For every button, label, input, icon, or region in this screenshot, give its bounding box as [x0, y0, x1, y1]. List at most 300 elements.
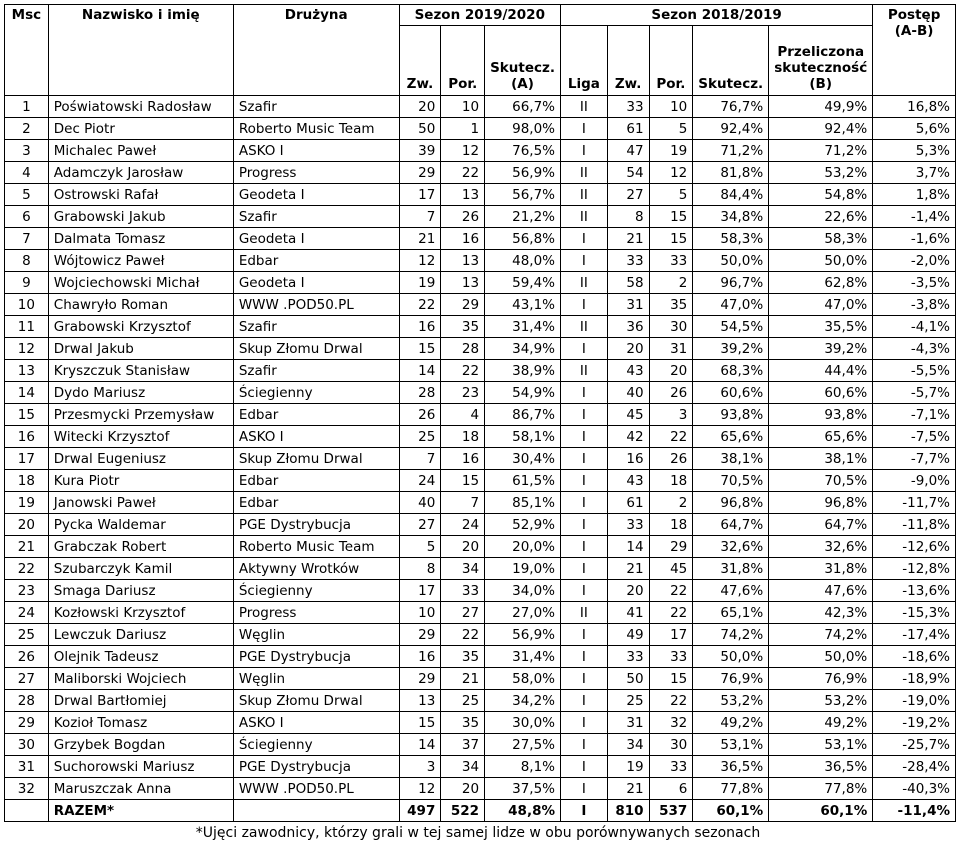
- cell-zw-a: 27: [399, 514, 441, 536]
- cell-name: Dec Piotr: [48, 118, 233, 140]
- cell-team: Edbar: [233, 250, 399, 272]
- cell-zw-b: 40: [607, 382, 649, 404]
- cell-name: Kozioł Tomasz: [48, 712, 233, 734]
- cell-skut-a: 48,8%: [485, 800, 561, 822]
- cell-por-b: 3: [649, 404, 693, 426]
- cell-por-a: 35: [441, 316, 485, 338]
- cell-zw-a: 5: [399, 536, 441, 558]
- table-row: [5, 580, 956, 602]
- cell-zw-b: 45: [607, 404, 649, 426]
- cell-zw-a: 29: [399, 668, 441, 690]
- cell-liga: I: [561, 470, 608, 492]
- cell-por-a: 34: [441, 558, 485, 580]
- cell-skut-a: 86,7%: [485, 404, 561, 426]
- cell-skut-a: 38,9%: [485, 360, 561, 382]
- cell-team: Progress: [233, 602, 399, 624]
- cell-skut-a: 56,9%: [485, 624, 561, 646]
- header-por-a: Por.: [441, 26, 485, 96]
- cell-liga: I: [561, 404, 608, 426]
- header-por-b: Por.: [649, 26, 693, 96]
- cell-zw-a: 24: [399, 470, 441, 492]
- cell-name: Ostrowski Rafał: [48, 184, 233, 206]
- cell-postep: -5,7%: [873, 382, 956, 404]
- cell-postep: -1,4%: [873, 206, 956, 228]
- table-row: [5, 536, 956, 558]
- cell-przeliczona: 96,8%: [769, 492, 873, 514]
- cell-por-b: 15: [649, 206, 693, 228]
- cell-skut-b: 92,4%: [693, 118, 769, 140]
- cell-por-a: 522: [441, 800, 485, 822]
- cell-team: Ściegienny: [233, 580, 399, 602]
- cell-przeliczona: 53,2%: [769, 690, 873, 712]
- cell-skut-a: 56,7%: [485, 184, 561, 206]
- cell-msc: 10: [5, 294, 49, 316]
- cell-skut-a: 30,4%: [485, 448, 561, 470]
- cell-zw-b: 8: [607, 206, 649, 228]
- cell-zw-b: 42: [607, 426, 649, 448]
- cell-liga: I: [561, 800, 608, 822]
- cell-liga: I: [561, 448, 608, 470]
- cell-skut-b: 76,9%: [693, 668, 769, 690]
- cell-zw-b: 43: [607, 360, 649, 382]
- cell-zw-a: 16: [399, 316, 441, 338]
- cell-por-b: 30: [649, 316, 693, 338]
- cell-skut-b: 71,2%: [693, 140, 769, 162]
- cell-zw-a: 15: [399, 338, 441, 360]
- cell-skut-a: 27,0%: [485, 602, 561, 624]
- cell-postep: -7,5%: [873, 426, 956, 448]
- cell-por-a: 23: [441, 382, 485, 404]
- table-row: [5, 338, 956, 360]
- table-row: [5, 162, 956, 184]
- cell-przeliczona: 44,4%: [769, 360, 873, 382]
- cell-por-b: 33: [649, 756, 693, 778]
- cell-team: Geodeta I: [233, 272, 399, 294]
- cell-skut-a: 34,0%: [485, 580, 561, 602]
- cell-por-b: 12: [649, 162, 693, 184]
- cell-zw-a: 14: [399, 734, 441, 756]
- cell-przeliczona: 38,1%: [769, 448, 873, 470]
- table-row: [5, 646, 956, 668]
- header-progress-line2: (A-B): [894, 23, 934, 39]
- table-row: [5, 404, 956, 426]
- cell-team: Szafir: [233, 206, 399, 228]
- cell-skut-b: 36,5%: [693, 756, 769, 778]
- cell-por-b: 18: [649, 470, 693, 492]
- cell-przeliczona: 71,2%: [769, 140, 873, 162]
- cell-przeliczona: 77,8%: [769, 778, 873, 800]
- cell-msc: 3: [5, 140, 49, 162]
- cell-zw-a: 8: [399, 558, 441, 580]
- header-season-b: Sezon 2018/2019: [561, 5, 873, 26]
- cell-zw-b: 16: [607, 448, 649, 470]
- cell-msc: 26: [5, 646, 49, 668]
- cell-liga: I: [561, 140, 608, 162]
- table-row: [5, 514, 956, 536]
- cell-przeliczona: 62,8%: [769, 272, 873, 294]
- cell-postep: -5,5%: [873, 360, 956, 382]
- cell-przeliczona: 32,6%: [769, 536, 873, 558]
- cell-liga: I: [561, 118, 608, 140]
- header-team: Drużyna: [233, 5, 399, 96]
- cell-przeliczona: 70,5%: [769, 470, 873, 492]
- cell-team: Aktywny Wrotków: [233, 558, 399, 580]
- cell-liga: I: [561, 690, 608, 712]
- cell-skut-b: 76,7%: [693, 96, 769, 118]
- cell-msc: 22: [5, 558, 49, 580]
- cell-skut-a: 59,4%: [485, 272, 561, 294]
- cell-zw-a: 497: [399, 800, 441, 822]
- cell-por-a: 10: [441, 96, 485, 118]
- cell-skut-a: 52,9%: [485, 514, 561, 536]
- cell-por-a: 37: [441, 734, 485, 756]
- cell-por-b: 2: [649, 272, 693, 294]
- cell-por-b: 20: [649, 360, 693, 382]
- cell-zw-b: 27: [607, 184, 649, 206]
- cell-por-a: 35: [441, 712, 485, 734]
- cell-skut-b: 31,8%: [693, 558, 769, 580]
- cell-zw-b: 810: [607, 800, 649, 822]
- table-row: [5, 690, 956, 712]
- header-progress: [873, 5, 956, 96]
- cell-por-b: 26: [649, 448, 693, 470]
- cell-name: Poświatowski Radosław: [48, 96, 233, 118]
- cell-postep: -25,7%: [873, 734, 956, 756]
- cell-zw-a: 15: [399, 712, 441, 734]
- cell-name: Maliborski Wojciech: [48, 668, 233, 690]
- cell-zw-b: 58: [607, 272, 649, 294]
- cell-msc: 17: [5, 448, 49, 470]
- cell-zw-a: 28: [399, 382, 441, 404]
- table-row: [5, 96, 956, 118]
- cell-msc: 20: [5, 514, 49, 536]
- cell-zw-a: 12: [399, 250, 441, 272]
- cell-przeliczona: 53,1%: [769, 734, 873, 756]
- cell-postep: -11,4%: [873, 800, 956, 822]
- cell-por-b: 5: [649, 184, 693, 206]
- cell-msc: 11: [5, 316, 49, 338]
- cell-team: Skup Złomu Drwal: [233, 448, 399, 470]
- cell-liga: II: [561, 360, 608, 382]
- cell-por-a: 28: [441, 338, 485, 360]
- cell-postep: -4,1%: [873, 316, 956, 338]
- table-row: [5, 382, 956, 404]
- cell-liga: I: [561, 514, 608, 536]
- cell-name: Olejnik Tadeusz: [48, 646, 233, 668]
- table-row: [5, 316, 956, 338]
- cell-msc: 24: [5, 602, 49, 624]
- cell-skut-b: 65,1%: [693, 602, 769, 624]
- cell-skut-b: 39,2%: [693, 338, 769, 360]
- cell-liga: I: [561, 558, 608, 580]
- cell-skut-a: 20,0%: [485, 536, 561, 558]
- cell-msc: 32: [5, 778, 49, 800]
- cell-por-b: 35: [649, 294, 693, 316]
- cell-por-a: 4: [441, 404, 485, 426]
- header-progress-line1: Postęp: [887, 7, 941, 23]
- cell-msc: 12: [5, 338, 49, 360]
- cell-skut-b: 60,6%: [693, 382, 769, 404]
- cell-zw-b: 14: [607, 536, 649, 558]
- table-row: [5, 734, 956, 756]
- cell-przeliczona: 49,2%: [769, 712, 873, 734]
- cell-name: Kozłowski Krzysztof: [48, 602, 233, 624]
- cell-przeliczona: 50,0%: [769, 250, 873, 272]
- header-msc: Msc: [5, 5, 49, 96]
- cell-zw-a: 20: [399, 96, 441, 118]
- cell-liga: I: [561, 778, 608, 800]
- cell-przeliczona: 64,7%: [769, 514, 873, 536]
- cell-por-b: 30: [649, 734, 693, 756]
- table-row: [5, 558, 956, 580]
- cell-skut-a: 34,2%: [485, 690, 561, 712]
- cell-liga: I: [561, 756, 608, 778]
- cell-msc: 27: [5, 668, 49, 690]
- cell-por-a: 20: [441, 778, 485, 800]
- cell-por-b: 5: [649, 118, 693, 140]
- cell-skut-a: 56,8%: [485, 228, 561, 250]
- cell-por-b: 18: [649, 514, 693, 536]
- table-row: [5, 756, 956, 778]
- cell-przeliczona: 76,9%: [769, 668, 873, 690]
- cell-przeliczona: 58,3%: [769, 228, 873, 250]
- cell-name: Suchorowski Mariusz: [48, 756, 233, 778]
- cell-zw-a: 17: [399, 580, 441, 602]
- cell-por-a: 7: [441, 492, 485, 514]
- header-row-top: [5, 5, 956, 26]
- cell-name: Drwal Jakub: [48, 338, 233, 360]
- cell-zw-b: 33: [607, 646, 649, 668]
- table-row: [5, 184, 956, 206]
- table-row: [5, 272, 956, 294]
- cell-skut-a: 54,9%: [485, 382, 561, 404]
- header-przeliczona: [769, 26, 873, 96]
- table-row: [5, 712, 956, 734]
- table-row: [5, 250, 956, 272]
- header-zw-a: Zw.: [399, 26, 441, 96]
- cell-skut-a: 21,2%: [485, 206, 561, 228]
- cell-msc: 2: [5, 118, 49, 140]
- cell-zw-b: 43: [607, 470, 649, 492]
- cell-zw-a: 7: [399, 206, 441, 228]
- cell-liga: I: [561, 228, 608, 250]
- cell-name: Drwal Eugeniusz: [48, 448, 233, 470]
- cell-skut-a: 98,0%: [485, 118, 561, 140]
- cell-por-b: 19: [649, 140, 693, 162]
- cell-postep: -1,6%: [873, 228, 956, 250]
- header-skut-b: Skutecz.: [693, 26, 769, 96]
- cell-zw-b: 20: [607, 338, 649, 360]
- cell-skut-a: 31,4%: [485, 316, 561, 338]
- cell-msc: 4: [5, 162, 49, 184]
- cell-skut-b: 77,8%: [693, 778, 769, 800]
- cell-msc: [5, 800, 49, 822]
- cell-liga: II: [561, 602, 608, 624]
- cell-skut-b: 49,2%: [693, 712, 769, 734]
- cell-zw-a: 39: [399, 140, 441, 162]
- header-przel-line2: skuteczność: [774, 60, 868, 76]
- cell-name: Grabowski Jakub: [48, 206, 233, 228]
- cell-skut-b: 64,7%: [693, 514, 769, 536]
- cell-team: Skup Złomu Drwal: [233, 690, 399, 712]
- cell-zw-b: 31: [607, 712, 649, 734]
- cell-liga: II: [561, 184, 608, 206]
- cell-por-a: 34: [441, 756, 485, 778]
- cell-skut-a: 8,1%: [485, 756, 561, 778]
- cell-zw-b: 61: [607, 118, 649, 140]
- cell-skut-a: 58,0%: [485, 668, 561, 690]
- cell-name: Michalec Paweł: [48, 140, 233, 162]
- cell-team: Skup Złomu Drwal: [233, 338, 399, 360]
- cell-zw-a: 25: [399, 426, 441, 448]
- table-row: [5, 448, 956, 470]
- cell-skut-b: 53,1%: [693, 734, 769, 756]
- cell-zw-a: 26: [399, 404, 441, 426]
- cell-msc: 13: [5, 360, 49, 382]
- cell-msc: 6: [5, 206, 49, 228]
- cell-postep: -18,9%: [873, 668, 956, 690]
- cell-zw-a: 50: [399, 118, 441, 140]
- cell-skut-b: 84,4%: [693, 184, 769, 206]
- cell-zw-b: 33: [607, 96, 649, 118]
- cell-skut-b: 74,2%: [693, 624, 769, 646]
- cell-zw-a: 10: [399, 602, 441, 624]
- cell-postep: -12,8%: [873, 558, 956, 580]
- cell-msc: 15: [5, 404, 49, 426]
- header-przel-line1: Przeliczona: [777, 44, 865, 60]
- cell-por-b: 15: [649, 668, 693, 690]
- cell-przeliczona: 65,6%: [769, 426, 873, 448]
- cell-por-a: 22: [441, 162, 485, 184]
- cell-skut-b: 50,0%: [693, 646, 769, 668]
- cell-zw-a: 12: [399, 778, 441, 800]
- cell-przeliczona: 60,6%: [769, 382, 873, 404]
- cell-por-a: 21: [441, 668, 485, 690]
- cell-por-b: 6: [649, 778, 693, 800]
- cell-por-a: 33: [441, 580, 485, 602]
- table-row-total: [5, 800, 956, 822]
- cell-liga: I: [561, 338, 608, 360]
- cell-postep: 1,8%: [873, 184, 956, 206]
- cell-postep: -11,7%: [873, 492, 956, 514]
- cell-por-b: 45: [649, 558, 693, 580]
- footnote: *Ujęci zawodnicy, którzy grali w tej samej lidze w obu porównywanych sezonach: [195, 825, 761, 841]
- cell-name: Smaga Dariusz: [48, 580, 233, 602]
- cell-msc: 30: [5, 734, 49, 756]
- cell-postep: -7,7%: [873, 448, 956, 470]
- cell-zw-b: 61: [607, 492, 649, 514]
- cell-name: Chawryło Roman: [48, 294, 233, 316]
- cell-postep: -18,6%: [873, 646, 956, 668]
- cell-skut-b: 58,3%: [693, 228, 769, 250]
- cell-por-b: 22: [649, 602, 693, 624]
- cell-liga: I: [561, 250, 608, 272]
- cell-postep: -12,6%: [873, 536, 956, 558]
- cell-postep: 16,8%: [873, 96, 956, 118]
- cell-por-b: 17: [649, 624, 693, 646]
- cell-skut-b: 34,8%: [693, 206, 769, 228]
- cell-zw-a: 17: [399, 184, 441, 206]
- cell-por-a: 16: [441, 228, 485, 250]
- cell-team: PGE Dystrybucja: [233, 756, 399, 778]
- cell-zw-b: 50: [607, 668, 649, 690]
- cell-zw-b: 54: [607, 162, 649, 184]
- cell-por-a: 13: [441, 250, 485, 272]
- cell-zw-a: 22: [399, 294, 441, 316]
- cell-msc: 28: [5, 690, 49, 712]
- cell-por-b: 10: [649, 96, 693, 118]
- cell-liga: II: [561, 316, 608, 338]
- cell-skut-b: 38,1%: [693, 448, 769, 470]
- cell-liga: II: [561, 206, 608, 228]
- table-row: [5, 294, 956, 316]
- cell-liga: I: [561, 492, 608, 514]
- cell-por-a: 13: [441, 184, 485, 206]
- cell-skut-a: 27,5%: [485, 734, 561, 756]
- cell-przeliczona: 93,8%: [769, 404, 873, 426]
- cell-skut-a: 37,5%: [485, 778, 561, 800]
- cell-zw-b: 34: [607, 734, 649, 756]
- results-table: [4, 4, 956, 822]
- cell-msc: 23: [5, 580, 49, 602]
- cell-przeliczona: 35,5%: [769, 316, 873, 338]
- cell-zw-a: 14: [399, 360, 441, 382]
- cell-przeliczona: 53,2%: [769, 162, 873, 184]
- cell-postep: -28,4%: [873, 756, 956, 778]
- cell-team: Ściegienny: [233, 734, 399, 756]
- cell-postep: 5,6%: [873, 118, 956, 140]
- cell-przeliczona: 54,8%: [769, 184, 873, 206]
- cell-postep: -4,3%: [873, 338, 956, 360]
- cell-msc: 14: [5, 382, 49, 404]
- table-row: [5, 360, 956, 382]
- cell-name: RAZEM*: [48, 800, 233, 822]
- cell-zw-b: 36: [607, 316, 649, 338]
- table-body: [5, 96, 956, 822]
- cell-skut-a: 34,9%: [485, 338, 561, 360]
- table-row: [5, 470, 956, 492]
- cell-por-a: 27: [441, 602, 485, 624]
- cell-postep: -19,0%: [873, 690, 956, 712]
- cell-skut-b: 68,3%: [693, 360, 769, 382]
- cell-liga: I: [561, 426, 608, 448]
- cell-zw-b: 49: [607, 624, 649, 646]
- cell-por-a: 26: [441, 206, 485, 228]
- cell-postep: -2,0%: [873, 250, 956, 272]
- cell-skut-b: 54,5%: [693, 316, 769, 338]
- cell-zw-a: 16: [399, 646, 441, 668]
- cell-name: Janowski Paweł: [48, 492, 233, 514]
- cell-team: ASKO I: [233, 712, 399, 734]
- cell-przeliczona: 36,5%: [769, 756, 873, 778]
- cell-skut-a: 85,1%: [485, 492, 561, 514]
- cell-liga: II: [561, 162, 608, 184]
- cell-por-a: 20: [441, 536, 485, 558]
- cell-zw-a: 13: [399, 690, 441, 712]
- cell-przeliczona: 31,8%: [769, 558, 873, 580]
- header-przel-line3: (B): [809, 76, 833, 92]
- cell-por-b: 33: [649, 250, 693, 272]
- cell-name: Szubarczyk Kamil: [48, 558, 233, 580]
- cell-zw-b: 19: [607, 756, 649, 778]
- cell-name: Drwal Bartłomiej: [48, 690, 233, 712]
- cell-name: Kura Piotr: [48, 470, 233, 492]
- cell-postep: 5,3%: [873, 140, 956, 162]
- cell-postep: -13,6%: [873, 580, 956, 602]
- cell-liga: I: [561, 668, 608, 690]
- cell-przeliczona: 60,1%: [769, 800, 873, 822]
- cell-por-b: 29: [649, 536, 693, 558]
